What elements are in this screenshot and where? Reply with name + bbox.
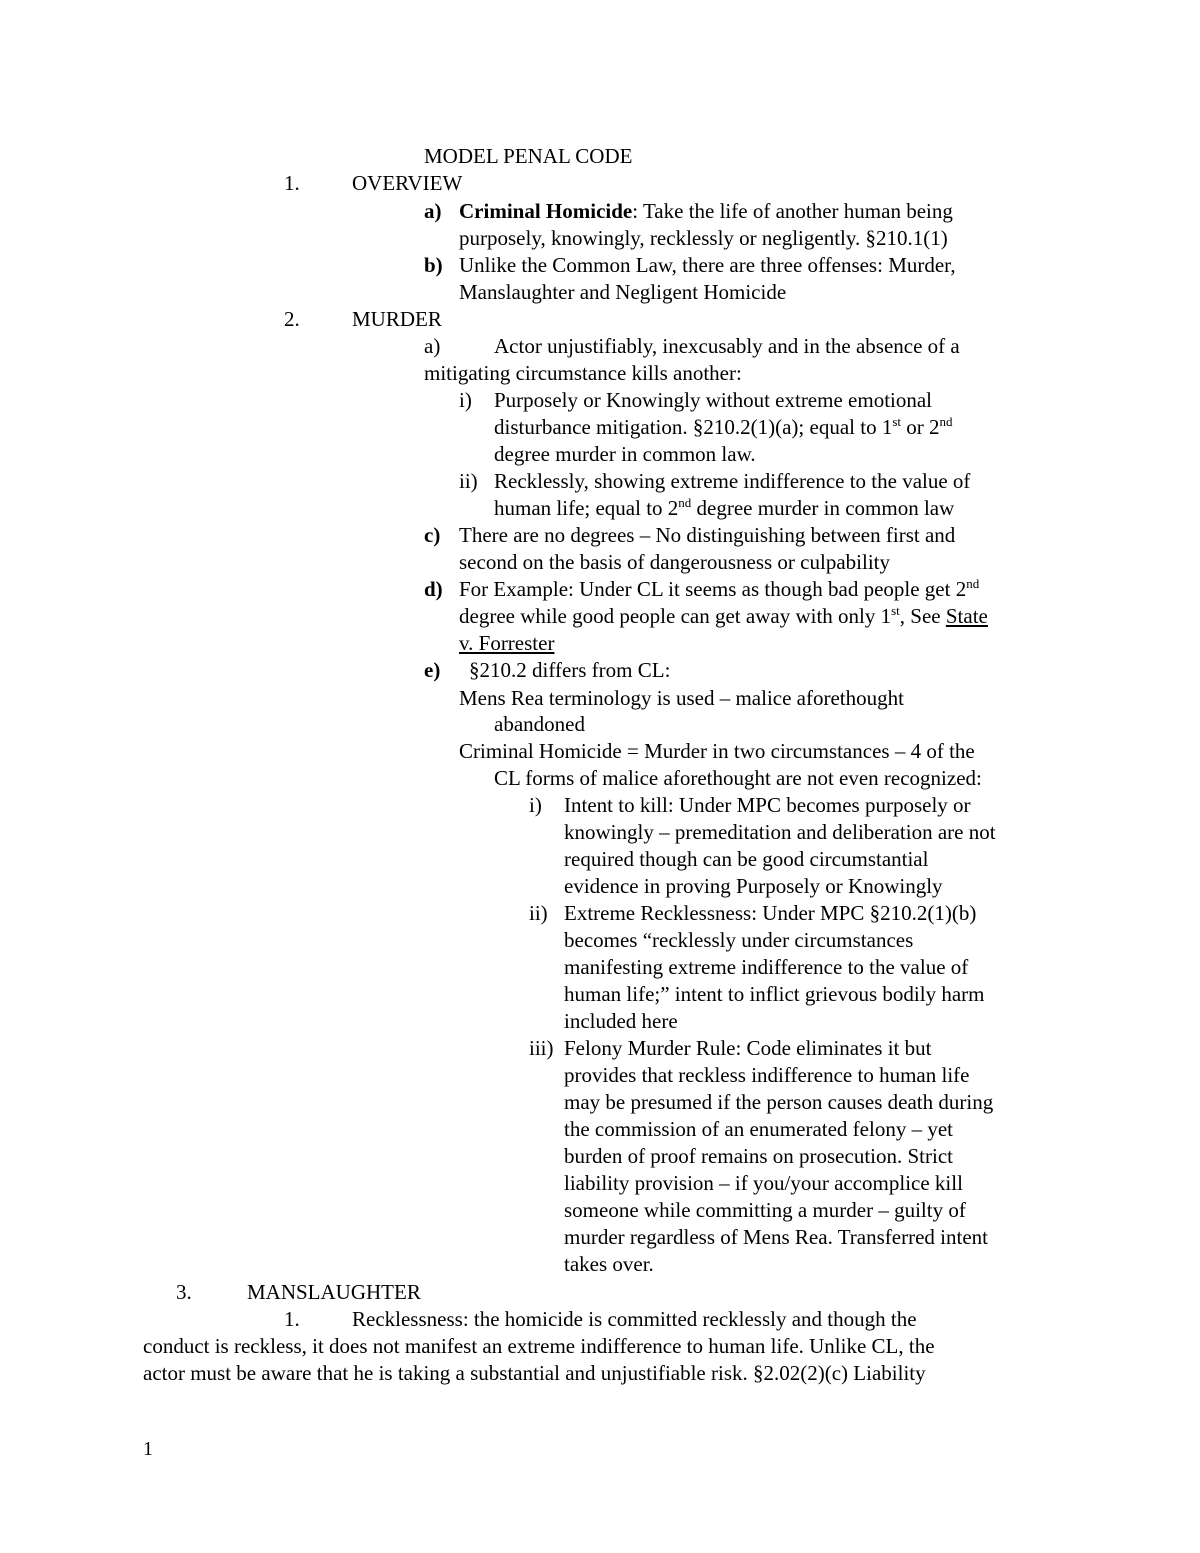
case-citation: v. Forrester <box>459 631 555 655</box>
list-item-criminal-homicide: Criminal Homicide: Take the life of another human being <box>459 199 953 223</box>
section-number-murder: 2. <box>284 307 300 331</box>
subitem-continuation: evidence in proving Purposely or Knowingly <box>564 874 943 898</box>
item-marker: d) <box>424 577 443 601</box>
page-title: MODEL PENAL CODE <box>424 144 633 168</box>
item-marker: b) <box>424 253 443 277</box>
defined-term: Criminal Homicide <box>459 199 633 223</box>
list-item-continuation: abandoned <box>494 712 585 736</box>
subitem-continuation: burden of proof remains on prosecution. Strict <box>564 1144 953 1168</box>
subitem-continuation: provides that reckless indifference to human life <box>564 1063 970 1087</box>
list-item-criminal-homicide-murder: Criminal Homicide = Murder in two circumstances – 4 of the <box>459 739 975 763</box>
subitem-marker: iii) <box>529 1036 554 1060</box>
subitem-marker: i) <box>529 793 542 817</box>
page-number: 1 <box>143 1438 153 1460</box>
subitem-continuation: human life;” intent to inflict grievous bodily harm <box>564 982 985 1006</box>
list-item-continuation: second on the basis of dangerousness or culpability <box>459 550 890 574</box>
case-citation: State <box>945 604 988 628</box>
item-marker: a) <box>424 334 441 358</box>
subitem-continuation: degree murder in common law. <box>494 442 756 466</box>
list-item-continuation: CL forms of malice aforethought are not even recognized: <box>494 766 982 790</box>
subitem-felony-murder: Felony Murder Rule: Code eliminates it but <box>564 1036 932 1060</box>
subitem-continuation: manifesting extreme indifference to the value of <box>564 955 969 979</box>
subitem-continuation: someone while committing a murder – guilty of <box>564 1198 966 1222</box>
subitem-continuation: may be presumed if the person causes death during <box>564 1090 994 1114</box>
list-item-actor: Actor unjustifiably, inexcusably and in the absence of a <box>494 334 960 358</box>
section-heading-murder: MURDER <box>352 307 442 331</box>
section-heading-overview: OVERVIEW <box>352 171 463 195</box>
list-item-continuation: purposely, knowingly, recklessly or negligently. §210.1(1) <box>459 226 948 250</box>
subitem-continuation: liability provision – if you/your accomplice kill <box>564 1171 963 1195</box>
subitem-continuation: takes over. <box>564 1252 654 1276</box>
paragraph-continuation: actor must be aware that he is taking a substantial and unjustifiable risk. §2.02(2)(c) Liability <box>143 1361 926 1385</box>
list-item-mens-rea: Mens Rea terminology is used – malice aforethought <box>459 686 904 710</box>
subitem-continuation: knowingly – premeditation and deliberation are not <box>564 820 996 844</box>
subitem-continuation: human life; equal to 2nd degree murder in common law <box>494 495 955 520</box>
list-item-no-degrees: There are no degrees – No distinguishing between first and <box>459 523 956 547</box>
list-item-continuation: Manslaughter and Negligent Homicide <box>459 280 787 304</box>
list-item-continuation: mitigating circumstance kills another: <box>424 361 742 385</box>
paragraph-recklessness: Recklessness: the homicide is committed recklessly and though the <box>352 1307 917 1331</box>
list-item-differs: §210.2 differs from CL: <box>469 658 671 682</box>
paragraph-number: 1. <box>284 1307 300 1331</box>
item-marker: c) <box>424 523 441 547</box>
subitem-recklessly: Recklessly, showing extreme indifference to the value of <box>494 469 971 493</box>
section-heading-manslaughter: MANSLAUGHTER <box>247 1280 421 1304</box>
list-item-example: For Example: Under CL it seems as though bad people get 2nd <box>459 576 980 601</box>
subitem-continuation: murder regardless of Mens Rea. Transferred intent <box>564 1225 988 1249</box>
subitem-extreme-recklessness: Extreme Recklessness: Under MPC §210.2(1)(b) <box>564 901 977 925</box>
paragraph-continuation: conduct is reckless, it does not manifest an extreme indifference to human life. Unlike CL, the <box>143 1334 935 1358</box>
subitem-marker: i) <box>459 388 472 412</box>
list-item-continuation <box>459 630 554 657</box>
subitem-continuation: becomes “recklessly under circumstances <box>564 928 914 952</box>
section-number-manslaughter: 3. <box>176 1280 192 1304</box>
subitem-purposely: Purposely or Knowingly without extreme emotional <box>494 388 933 412</box>
subitem-marker: ii) <box>459 469 478 493</box>
subitem-intent-to-kill: Intent to kill: Under MPC becomes purposely or <box>564 793 971 817</box>
section-number-overview: 1. <box>284 171 300 195</box>
subitem-continuation: included here <box>564 1009 678 1033</box>
subitem-marker: ii) <box>529 901 548 925</box>
subitem-continuation: required though can be good circumstantial <box>564 847 929 871</box>
item-marker: a) <box>424 199 442 223</box>
subitem-continuation: the commission of an enumerated felony – yet <box>564 1117 953 1141</box>
list-item-continuation: degree while good people can get away with only 1st, See State <box>459 603 988 628</box>
list-item-three-offenses: Unlike the Common Law, there are three offenses: Murder, <box>459 253 956 277</box>
item-marker: e) <box>424 658 441 682</box>
subitem-continuation: disturbance mitigation. §210.2(1)(a); equal to 1st or 2nd <box>494 414 953 439</box>
